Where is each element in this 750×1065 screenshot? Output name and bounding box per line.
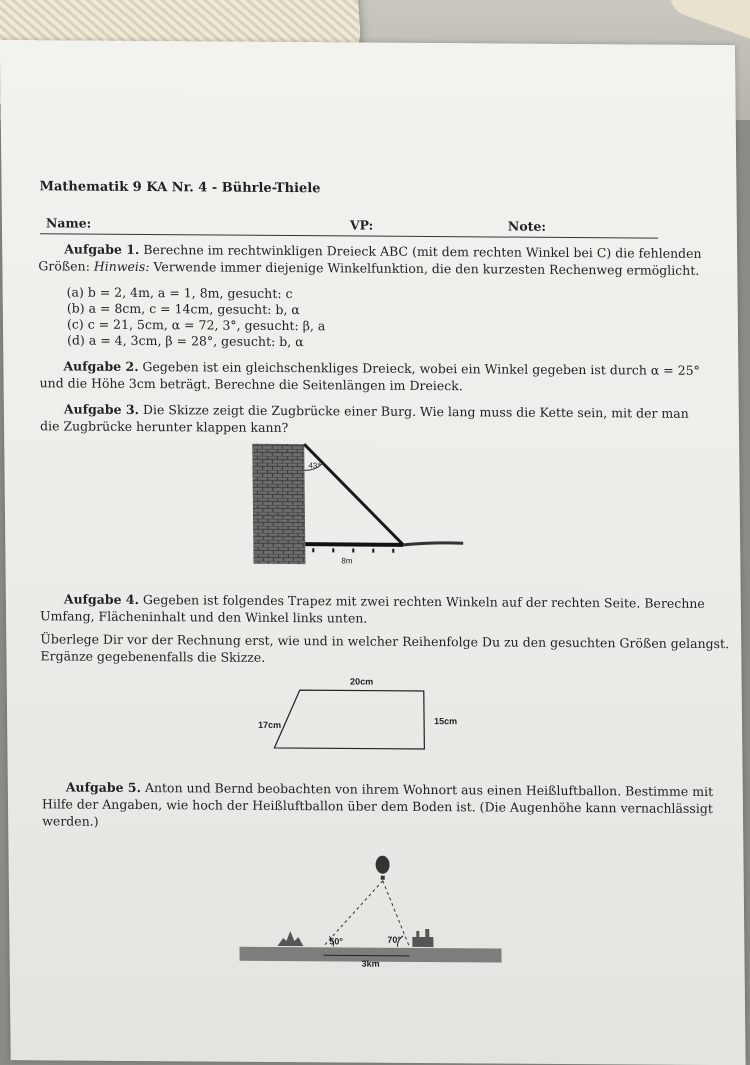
task5-text: Anton und Bernd beobachten von ihrem Wohnort aus einen Heißluftballon. Bestimme mit <box>144 780 714 800</box>
task1-item-c: (c) c = 21, 5cm, α = 72, 3°, gesucht: β, a <box>66 316 326 334</box>
task1-line2-prefix: Größen: <box>38 258 90 274</box>
village-left-icon <box>277 931 303 946</box>
task3-text: Die Skizze zeigt die Zugbrücke einer Burg. Wie lang muss die Kette sein, mit der man <box>142 402 689 421</box>
task5-title: Aufgabe 5. <box>65 779 141 796</box>
task4-line3: Überlege Dir vor der Rechnung erst, wie und in welcher Reihenfolge Du zu den gesuchten Größen gelangst. <box>40 631 730 652</box>
task1-item-b: (b) a = 8cm, c = 14cm, gesucht: b, α <box>66 300 300 318</box>
exam-sheet <box>0 40 746 1065</box>
task5-line3: werden.) <box>42 813 99 829</box>
top-20cm-label: 20cm <box>350 676 374 687</box>
task2-text: Gegeben ist ein gleichschenkliges Dreieck, wobei ein Winkel gegeben ist durch α = 25° <box>142 359 700 378</box>
task3-line2: die Zugbrücke herunter klappen kann? <box>39 418 289 436</box>
trapezoid-sketch <box>252 672 483 759</box>
castle-wall <box>252 444 305 564</box>
task4-title: Aufgabe 4. <box>63 591 140 608</box>
angle-50-label: 50° <box>329 936 344 947</box>
length-8m-label: 8m <box>341 556 353 566</box>
balloon-icon <box>375 856 389 874</box>
task1-line2-rest: Verwende immer diejenige Winkelfunktion, die den kurzesten Rechenweg ermöglicht. <box>153 259 700 278</box>
task1-text: Berechne im rechtwinkligen Dreieck ABC (mit dem rechten Winkel bei C) die fehlenden <box>143 242 702 261</box>
ground-line <box>403 543 463 546</box>
task4-line2: Umfang, Flächeninhalt und den Winkel links unten. <box>39 608 368 626</box>
left-17cm-label: 17cm <box>258 719 282 731</box>
task4-line4: Ergänze gegebenenfalls die Skizze. <box>40 648 266 665</box>
task2-title: Aufgabe 2. <box>63 358 139 374</box>
angle-43-label: 43° <box>308 461 321 471</box>
task1-item-a: (a) b = 2, 4m, a = 1, 8m, gesucht: c <box>66 284 293 302</box>
distance-3km-label: 3km <box>361 958 380 969</box>
drawbridge-sketch <box>252 442 468 574</box>
task5-line2: Hilfe der Angaben, wie hoch der Heißluftballon über dem Boden ist. (Die Augenhöhe kann vernachlässigt <box>41 796 713 817</box>
task1-hint-label: Hinweis: <box>93 258 150 275</box>
task2-line2: und die Höhe 3cm beträgt. Berechne die Seitenlängen im Dreieck. <box>39 375 463 394</box>
vp-label: VP: <box>349 217 374 233</box>
distance-line <box>324 955 410 956</box>
balloon-basket-icon <box>381 876 385 880</box>
right-15cm-label: 15cm <box>434 716 458 727</box>
balloon-sketch <box>236 842 507 974</box>
chain <box>304 444 403 545</box>
angle-70-label: 70° <box>387 934 402 945</box>
task3-title: Aufgabe 3. <box>63 401 140 417</box>
note-label: Note: <box>507 218 547 234</box>
name-row <box>40 213 658 238</box>
bridge-ticks <box>313 548 393 553</box>
task1-title: Aufgabe 1. <box>64 241 140 257</box>
task4-text: Gegeben ist folgendes Trapez mit zwei rechten Winkeln auf der rechten Seite. Berechne <box>142 592 705 611</box>
trapezoid <box>274 690 425 749</box>
name-label: Name: <box>45 215 92 231</box>
task1-item-d: (d) a = 4, 3cm, β = 28°, gesucht: b, α <box>67 332 304 350</box>
bridge <box>305 544 403 545</box>
village-right-icon <box>412 929 433 947</box>
task1-line2 <box>38 257 699 279</box>
exam-title: Mathematik 9 KA Nr. 4 - Bührle-Thiele <box>39 179 321 197</box>
